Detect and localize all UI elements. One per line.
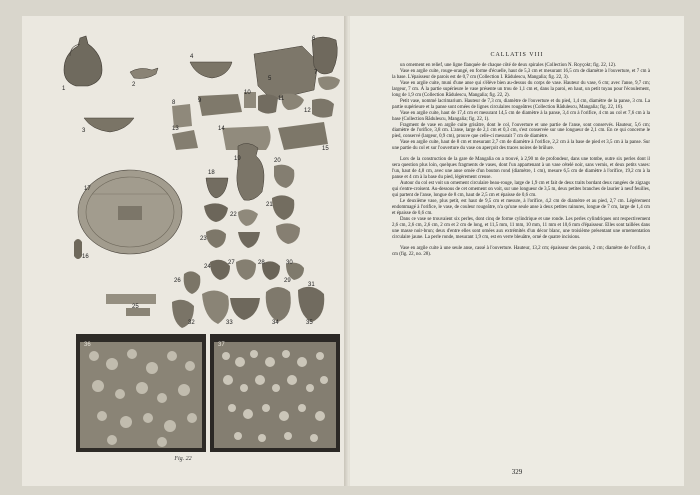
paragraph: Petit vase, nommé lacrimarium. Hauteur de 7,3 cm, diamètre de l'ouverture et du pied, 1,4 cm, diamètre de la panse, 3 cm. La partie supérieure et la panse sont ornées de lignes circulaires rougeâtres (Collection Rădulescu, Mangalia; fig. 22, 16).: [392, 98, 650, 110]
dish-artifact: [84, 118, 134, 132]
figure-number: 35: [306, 320, 313, 326]
figure-number: 24: [204, 264, 211, 270]
figure-number: 20: [274, 158, 281, 164]
figure-number: 23: [200, 236, 207, 242]
figure-number: 18: [208, 170, 215, 176]
lacrimarium-artifact: [74, 239, 82, 259]
figure-number: 29: [284, 278, 291, 284]
photo-panel-36: [76, 334, 206, 452]
figure-number: 34: [272, 320, 279, 326]
paragraph: Le deuxième vase, plus petit, est haut de 9,5 cm et mesure, à l'orifice, 4,2 cm de diamètre et au pied, 2,7 cm. Légèrement endommagé à l'orifice, le vase, de couleur rougeâtre, n'a qu'une seule anse à deux petites rainures, longue de 7 cm, large de 1,4 cm et épaisse de 0,6 cm.: [392, 198, 650, 216]
cup-artifact: [206, 178, 228, 198]
amphora-artifact: [312, 37, 337, 74]
figure-number: 7: [314, 70, 318, 76]
figure-number: 14: [218, 126, 225, 132]
figure-number: 10: [244, 90, 251, 96]
jar-artifact: [254, 46, 318, 100]
disc-artifact: [78, 170, 182, 254]
paragraph: Vase en argile cuite, haut de 8 cm et mesurant 2,7 cm de diamètre à l'orifice, 2,2 cm à la base de pied et 3,5 cm à la panse. Sur une partie du col et sur l'ouverture du vase on aperçoit des traces noires de brûlure.: [392, 140, 650, 152]
figure-number: 6: [312, 36, 316, 42]
paragraph: Dans ce vase se trouvaient six perles, dont cinq de forme cylindrique et une ronde. Les perles cylindriques ont respectivement 2,6 cm, 2,6 cm, 2,6 cm, 2 cm et 2 cm de long, et 11,5 mm, 11 mm, 10 mm, 11 mm et 10,6 mm d'épaisseur. Elles sont taillées dans une masse noir-brun; deux d'entre elles sont ornées aux extrémités d'un décor blanc, une troisième présentant une ornementation circulaire jaune. La perle ronde, mesurant 1,9 cm, est en verre bleuâtre, orné de quatre incisions.: [392, 216, 650, 240]
figure-number: 8: [172, 100, 176, 106]
figure-number: 22: [230, 212, 237, 218]
figure-number: 19: [234, 156, 241, 162]
photo-panel-37: [210, 334, 340, 452]
figure-number: 15: [322, 146, 329, 152]
figure-number: 9: [198, 98, 202, 104]
paragraph: Fragment de vase en argile cuite grisâtre, dont le col, l'ouverture et une partie de l'anse, sont conservés. Hauteur, 5,6 cm; diamètre de l'orifice, 3,8 cm. L'anse, large de 2,1 cm et 0,3 cm, s'est conservée sur une longueur de 2,1 cm. En ce qui concerne le pied, conservé (largeur, 0,9 cm), prouve que celle-ci mesurait 7 cm de diamètre.: [392, 122, 650, 140]
jug-artifact: [184, 271, 201, 294]
right-page-text: [350, 16, 684, 486]
paragraph: Vase en argile cuite, rouge-orangé, en forme d'écuelle, haut de 5,3 cm et mesurant 16,5 cm de diamètre à l'ouverture, et 7 cm à la base. L'épaisseur de parois est de 0,7 cm (Collection I. Rădulescu, Mangalia; fig. 22, 3).: [392, 68, 650, 80]
bowl-artifact: [190, 62, 232, 78]
paragraph: Lors de la construction de la gare de Mangalia on a trouvé, à 2,90 m de profondeur, dans une tombe, outre six perles dont il sera question plus loin, quelques fragments de vases, dont l'un appartenant à un vase cételé noir, sans vernis, et deux petits vases: l'un, haut de 4,8 cm, avec une anse ornée d'un bouton rond (diamètre, 1 cm), mesure 6,5 cm de diamètre à l'orifice, 19,2 cm à la panse et 4 cm à la base du pied, légèrement creuse.: [392, 157, 650, 181]
figure-number: 16: [82, 254, 89, 260]
figure-number: 17: [84, 186, 91, 192]
page-number: 329: [511, 468, 523, 476]
figure-number: 3: [82, 128, 86, 134]
running-header: CALLATIS VIII: [490, 52, 544, 58]
figure-number: 11: [278, 96, 285, 102]
figure-caption: Fig. 22: [174, 456, 192, 462]
body-text: [392, 63, 650, 258]
figure-number: 30: [286, 260, 293, 266]
figure-number: 32: [188, 320, 195, 326]
figure-number: 21: [266, 202, 273, 208]
paragraph: Vase en argile cuite à une seule anse, cassé à l'ouverture. Hauteur, 13,2 cm; épaisseur des parois, 2 cm; diamètre de l'orifice, 4 cm (fig. 22, no. 28).: [392, 245, 650, 257]
left-page-plate: [22, 16, 344, 486]
paragraph: Vase en argile cuite, muni d'une anse qui s'élève bien au-dessus du corps de vase. Hauteur du vase, 6 cm; avec l'anse, 9,7 cm; largeur, 7 cm. À la partie supérieure le vase présente un trou de 1,1 cm et, dans la paroi, en haut, un petit tuyau pour l'écoulement, long de 1,9 cm (Collection Rădulescu, Mangalia; fig. 22, 2).: [392, 80, 650, 98]
figure-number: 25: [132, 304, 139, 310]
figure-number: 5: [268, 76, 272, 82]
paragraph: un ornement en relief, une ligne flanquée de chaque côté de deux spirales (Collection N. Royçokt; fig. 22, 12).: [400, 63, 617, 68]
figure-number: 33: [226, 320, 233, 326]
figure-number: 2: [132, 82, 136, 88]
figure-number: 36: [84, 342, 91, 348]
figure-number: 4: [190, 54, 194, 60]
fragment-artifact: [172, 104, 192, 128]
figure-plate: [22, 16, 344, 486]
figure-number: 13: [172, 126, 179, 132]
paragraph: Vase en argile cuite, haut de 17,4 cm et mesurant 14,5 cm de diamètre à la panse, 3,4 cm à l'orifice, 4 cm au col et 7,6 cm à la base (Collection Rădulescu, Mangalia; fig. 22, 1).: [392, 110, 650, 122]
figure-number: 12: [304, 108, 311, 114]
figure-number: 27: [228, 260, 235, 266]
figure-number: 26: [174, 278, 181, 284]
figure-number: 1: [62, 86, 66, 92]
lamp-artifact: [130, 68, 158, 79]
jug-artifact: [64, 36, 102, 86]
figure-number: 37: [218, 342, 225, 348]
figure-number: 28: [258, 260, 265, 266]
figure-number: 31: [308, 282, 315, 288]
amphora-artifact: [237, 143, 264, 200]
paragraph: Autour du col est voit un ornement circulaire beau-rouge, large de 1,9 cm et fait de deux traits bordant deux rangées de zigzags qui s'entre-croisent. Au-dessous de cet ornement on voit, sur une longueur de 3,5 m, deux petites branches de laurier à neuf feuilles, qui partent de l'anse, longue de 8 cm, haut de 2,5 cm et épaisse de 0,6 cm.: [392, 181, 650, 199]
